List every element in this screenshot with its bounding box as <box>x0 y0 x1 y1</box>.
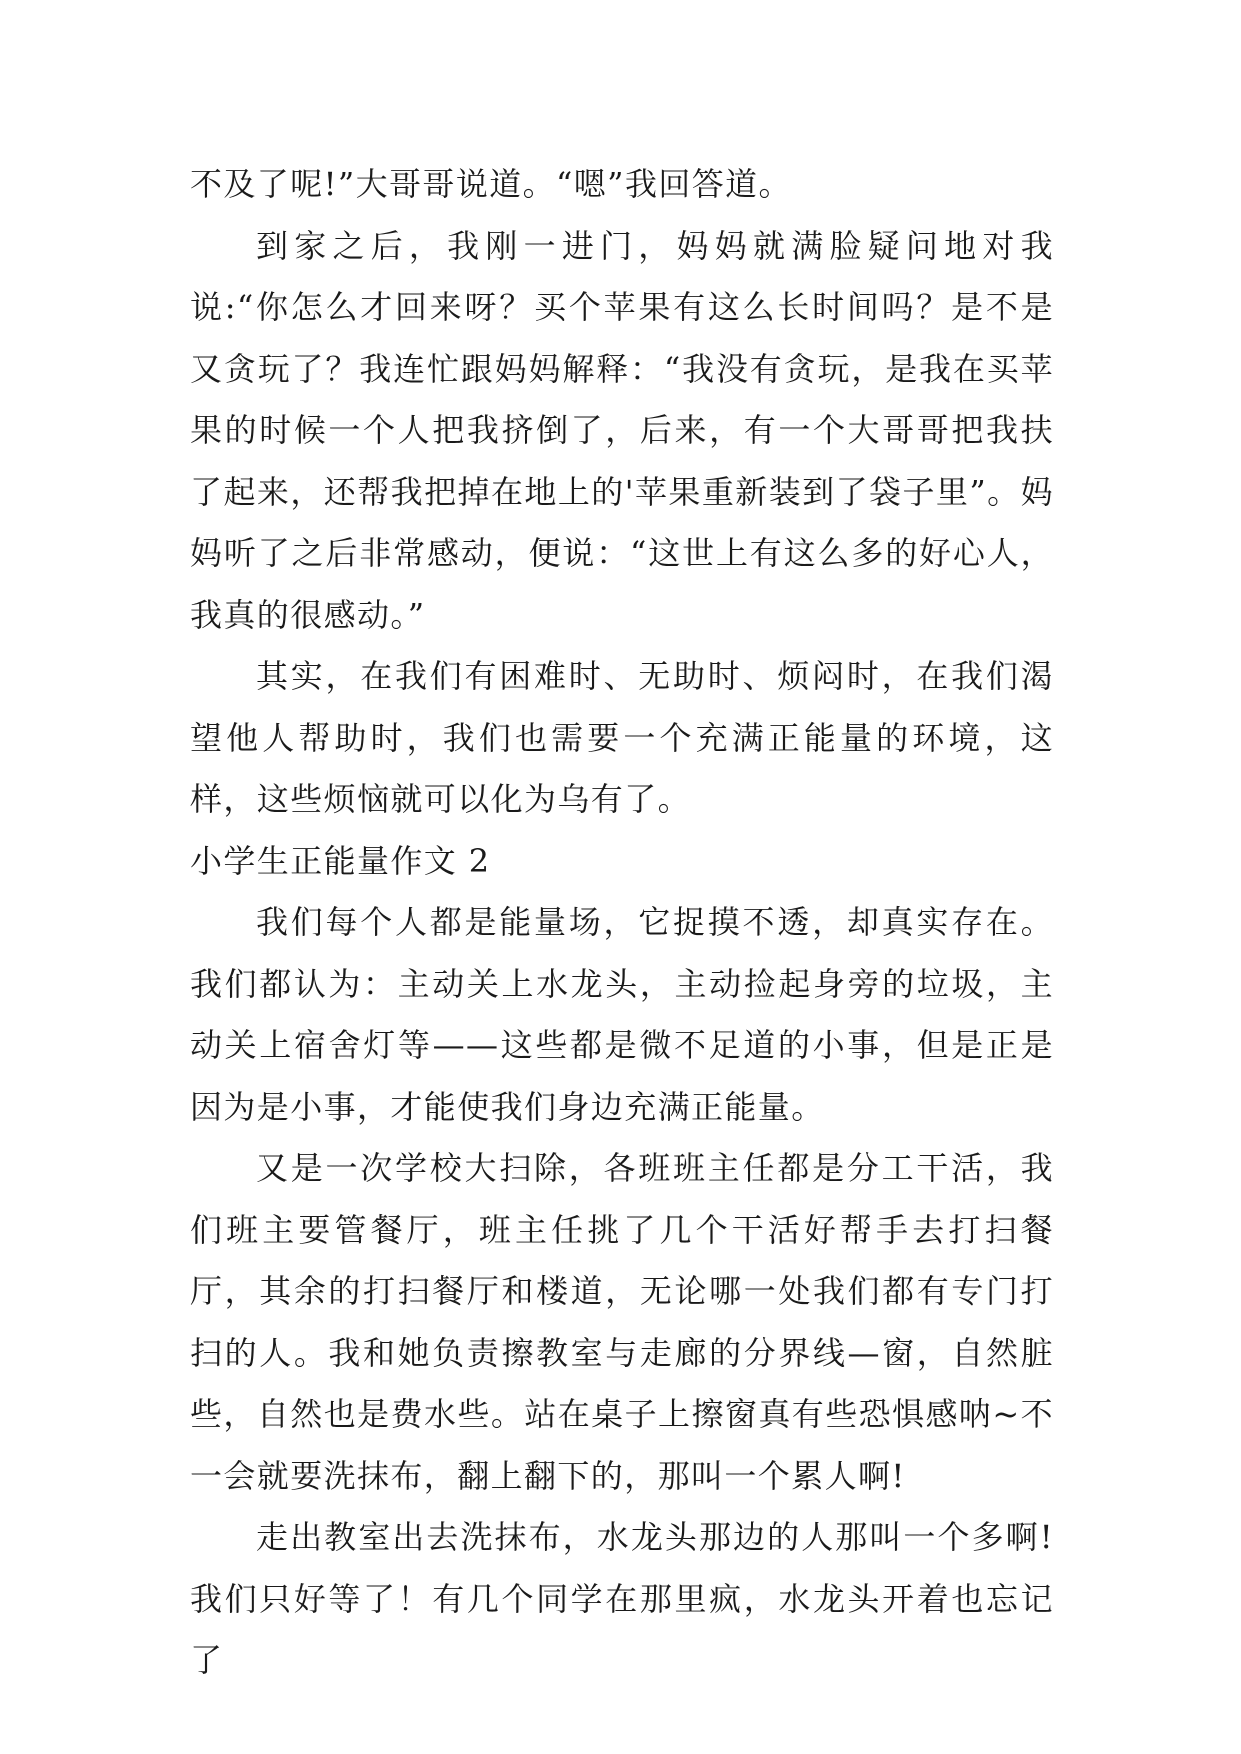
document-body <box>190 154 1054 1692</box>
paragraph-arriving-home: 到家之后，我刚一进门，妈妈就满脸疑问地对我说:“你怎么才回来呀？买个苹果有这么长时间吗？是不是又贪玩了？我连忙跟妈妈解释：“我没有贪玩，是我在买苹果的时候一个人把我挤倒了，后来，有一个大哥哥把我扶了起来，还帮我把掉在地上的'苹果重新装到了袋子里”。妈妈听了之后非常感动，便说：“这世上有这么多的好心人，我真的很感动。” <box>190 226 1054 634</box>
essay-title: 小学生正能量作文 2 <box>190 841 491 880</box>
paragraph-energy-field: 我们每个人都是能量场，它捉摸不透，却真实存在。我们都认为：主动关上水龙头，主动捡起身旁的垃圾，主动关上宿舍灯等——这些都是微不足道的小事，但是正是因为是小事，才能使我们身边充满正能量。 <box>190 903 1054 1126</box>
paragraph-continuation: 不及了呢!”大哥哥说道。“嗯”我回答道。 <box>190 165 792 203</box>
paragraph-washing-cloth: 走出教室出去洗抹布，水龙头那边的人那叫一个多啊!我们只好等了！有几个同学在那里疯，水龙头开着也忘记了 <box>190 1518 1054 1679</box>
paragraph-reflection: 其实，在我们有困难时、无助时、烦闷时，在我们渴望他人帮助时，我们也需要一个充满正能量的环境，这样，这些烦恼就可以化为乌有了。 <box>190 657 1054 818</box>
paragraph-cleaning-day: 又是一次学校大扫除，各班班主任都是分工干活，我们班主要管餐厅，班主任挑了几个干活好帮手去打扫餐厅，其余的打扫餐厅和楼道，无论哪一处我们都有专门打扫的人。我和她负责擦教室与走廊的分界线—窗，自然脏些，自然也是费水些。站在桌子上擦窗真有些恐惧感呐~不一会就要洗抹布，翻上翻下的，那叫一个累人啊! <box>190 1149 1054 1495</box>
